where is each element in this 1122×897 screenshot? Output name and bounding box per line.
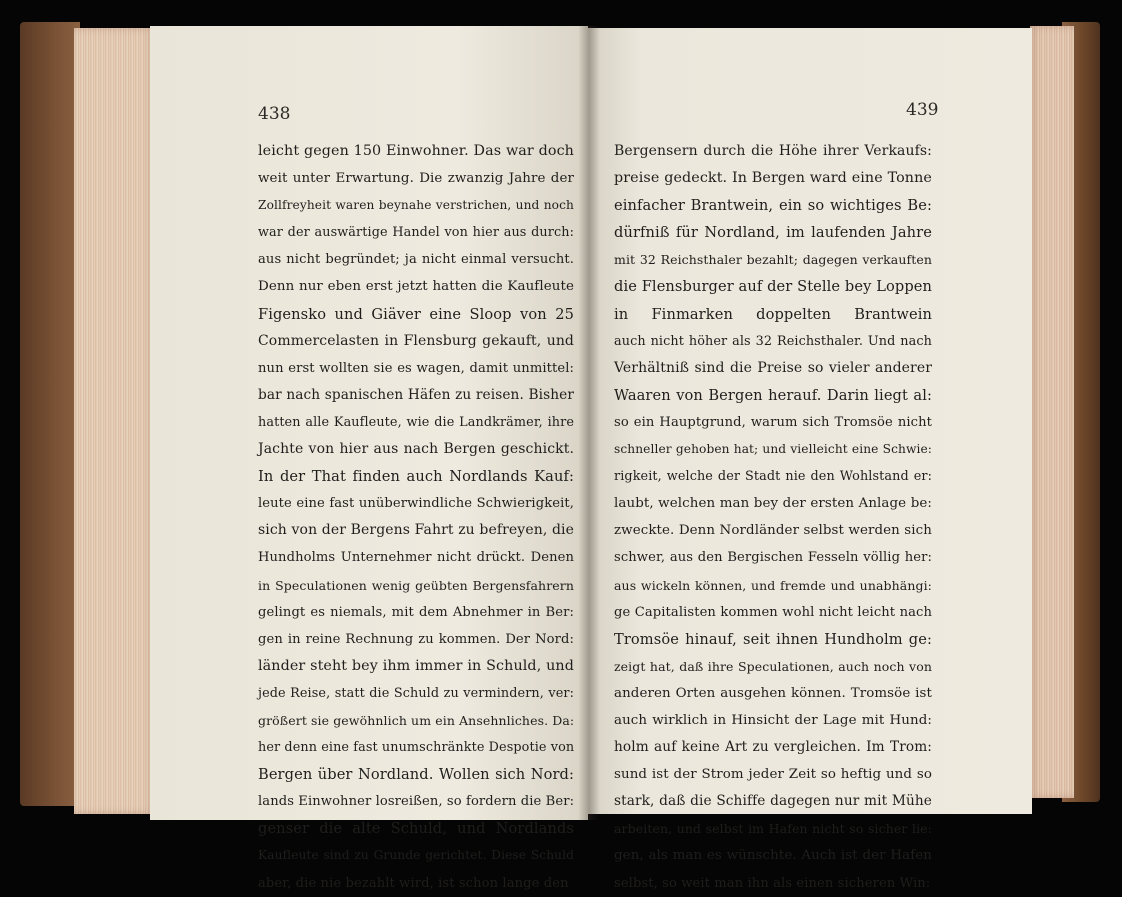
text-line: stark, daß die Schiffe dagegen nur mit Mühe (614, 793, 932, 810)
text-line: zweckte. Denn Nordländer selbst werden sich (614, 523, 932, 539)
text-line: gelingt es niemals, mit dem Abnehmer in Ber: (258, 604, 574, 620)
book-gutter (578, 26, 600, 820)
text-line: Zollfreyheit waren beynahe verstrichen, und noch (258, 198, 574, 213)
text-line: bar nach spanischen Häfen zu reisen. Bisher (258, 386, 574, 403)
text-line: nun erst wollten sie es wagen, damit unmittel: (258, 360, 574, 376)
text-line: die Flensburger auf der Stelle bey Loppen (614, 278, 932, 296)
text-line: sich von der Bergens Fahrt zu befreyen, die (258, 522, 574, 539)
text-line: her denn eine fast unumschränkte Despotie von (258, 740, 575, 756)
text-line: weit unter Erwartung. Die zwanzig Jahre der (258, 171, 574, 187)
text-line: gen in reine Rechnung zu kommen. Der Nord: (258, 631, 574, 647)
text-line: Waaren von Bergen herauf. Darin liegt al: (614, 386, 932, 404)
text-line: schwer, aus den Bergischen Fesseln völlig her: (614, 550, 932, 566)
text-line: leicht gegen 150 Einwohner. Das war doch (258, 143, 574, 159)
text-line: mit 32 Reichsthaler bezahlt; dagegen verkauften (614, 252, 932, 268)
text-line: dürfniß für Nordland, im laufenden Jahre (614, 224, 932, 242)
text-line: länder steht bey ihm immer in Schuld, und (258, 657, 574, 674)
text-line: auch wirklich in Hinsicht der Lage mit Hund: (614, 712, 932, 728)
text-line: schneller gehoben hat; und vielleicht eine Schwie: (614, 442, 932, 457)
text-line: jede Reise, statt die Schuld zu vermindern, ver: (258, 685, 574, 701)
left-page-number: 438 (258, 104, 291, 124)
left-page-text (258, 138, 574, 897)
text-line: in Speculationen wenig geübten Bergensfahrern (258, 577, 574, 593)
text-line: In der That finden auch Nordlands Kauf: (258, 468, 574, 486)
text-line: zeigt hat, daß ihre Speculationen, auch noch von (614, 658, 932, 674)
text-line: holm auf keine Art zu vergleichen. Im Trom: (614, 739, 932, 756)
book-cover-left (20, 22, 80, 806)
text-line: preise gedeckt. In Bergen ward eine Tonne (614, 170, 932, 187)
text-line: in Finmarken doppelten Brantwein (614, 305, 932, 323)
text-line: Kaufleute sind zu Grunde gerichtet. Diese Schuld (258, 848, 574, 863)
text-line: so ein Hauptgrund, warum sich Tromsöe nicht (614, 414, 932, 430)
text-line: Bergen über Nordland. Wollen sich Nord: (258, 766, 574, 784)
text-line: Bergensern durch die Höhe ihrer Verkaufs: (614, 143, 932, 159)
text-line: gen, als man es wünschte. Auch ist der Hafen (614, 848, 932, 864)
text-line: hatten alle Kaufleute, wie die Landkrämer, ihre (258, 414, 574, 430)
text-line: aus wickeln können, und fremde und unabhängi: (614, 577, 932, 593)
text-line: aus nicht begründet; ja nicht einmal versucht. (258, 252, 574, 268)
text-line: war der auswärtige Handel von hier aus durch: (258, 225, 574, 241)
text-line: genser die alte Schuld, und Nordlands (258, 820, 574, 838)
text-line: anderen Orten ausgehen können. Tromsöe ist (614, 685, 932, 701)
text-line: selbst, so weit man ihn als einen sicheren Win: (614, 875, 931, 891)
text-line: aber, die nie bezahlt wird, ist schon lange den (258, 875, 569, 891)
text-line: arbeiten, und selbst im Hafen nicht so sicher lie: (614, 821, 932, 837)
text-line: sund ist der Strom jeder Zeit so heftig und so (614, 767, 932, 783)
text-line: einfacher Brantwein, ein so wichtiges Be: (614, 197, 932, 215)
text-line: Figensko und Giäver eine Sloop von 25 (258, 305, 574, 323)
page-edges-left (74, 28, 154, 814)
text-line: laubt, welchen man bey der ersten Anlage be: (614, 496, 932, 512)
text-line: auch nicht höher als 32 Reichsthaler. Und nach (614, 333, 932, 349)
text-line: größert sie gewöhnlich um ein Ansehnliches. Da: (258, 712, 575, 728)
text-line: ge Capitalisten kommen wohl nicht leicht nach (614, 604, 932, 620)
text-line: lands Einwohner losreißen, so fordern die Ber: (258, 794, 575, 810)
right-page-number: 439 (906, 100, 939, 120)
text-line: Tromsöe hinauf, seit ihnen Hundholm ge: (614, 630, 932, 648)
text-line: Denn nur eben erst jetzt hatten die Kaufleute (258, 279, 574, 295)
text-line: Jachte von hier aus nach Bergen geschickt. (258, 441, 574, 458)
text-line: Verhältniß sind die Preise so vieler anderer (614, 359, 932, 376)
text-line: Commercelasten in Flensburg gekauft, und (258, 332, 574, 349)
text-line: leute eine fast unüberwindliche Schwierigkeit, (258, 496, 574, 512)
text-line: Hundholms Unternehmer nicht drückt. Denen (258, 550, 574, 566)
text-line: rigkeit, welche der Stadt nie den Wohlstand er: (614, 469, 932, 485)
page-edges-right (1030, 26, 1074, 798)
right-page-text (614, 138, 932, 897)
